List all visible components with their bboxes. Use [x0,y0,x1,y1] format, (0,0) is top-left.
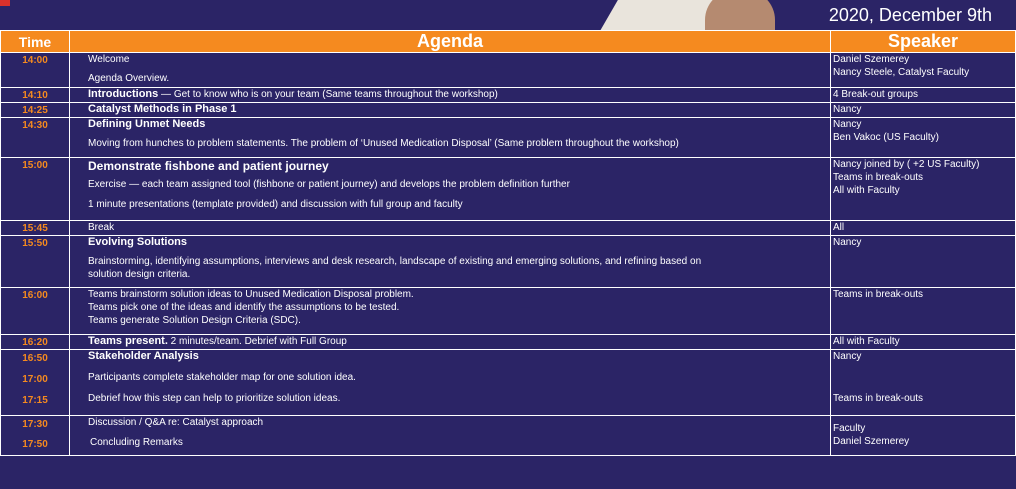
agenda-title: Catalyst Methods in Phase 1 [88,103,237,115]
agenda-title: Demonstrate fishbone and patient journey [88,159,329,173]
column-header-speaker: Speaker [831,31,1016,53]
table-row [1,335,1016,350]
table-row [1,350,1016,416]
speaker-line: Ben Vakoc (US Faculty) [833,132,939,143]
row-time: 17:15 [22,395,48,406]
agenda-title: Introductions [88,88,159,100]
column-header-time: Time [1,31,70,53]
logo [0,0,10,6]
agenda-line: Brainstorming, identifying assumptions, interviews and desk research, landscape of existing and emerging solutions, and refining based on [88,256,702,267]
speaker-line: All with Faculty [833,185,900,196]
speaker-line: Teams in break-outs [833,393,924,404]
agenda-title: Evolving Solutions [88,236,188,248]
table-row [1,416,1016,456]
agenda-line: Exercise — each team assigned tool (fishbone or patient journey) and develops the problem definition further [88,179,570,190]
row-time: 14:00 [1,53,70,88]
agenda-title: Teams present. [88,335,168,347]
speaker-line: Nancy [833,351,862,362]
agenda-line: Teams generate Solution Design Criteria (SDC). [88,315,301,326]
header-photo [595,0,785,30]
agenda-line: Welcome [88,54,130,65]
table-row [1,158,1016,221]
speaker-line: Daniel Szemerey [833,436,910,447]
table-row [1,53,1016,88]
row-time: 14:10 [1,88,70,103]
speaker-line: All [833,222,845,233]
agenda-text: — Get to know who is on your team (Same teams throughout the workshop) [158,89,498,100]
agenda-text: 2 minutes/team. Debrief with Full Group [167,336,347,347]
row-time: 17:30 [22,419,48,430]
table-row [1,118,1016,158]
column-header-agenda: Agenda [70,31,831,53]
speaker-line: Nancy [833,237,862,248]
agenda-line: Discussion / Q&A re: Catalyst approach [88,417,264,428]
agenda-line: solution design criteria. [88,269,191,280]
event-date: 2020, December 9th [828,5,992,25]
speaker-line: Nancy [833,119,862,130]
row-time: 14:30 [1,118,70,158]
agenda-table [0,30,1016,456]
agenda-line: Participants complete stakeholder map for one solution idea. [88,372,356,383]
speaker-line: Teams in break-outs [833,289,924,300]
row-time: 16:50 [22,353,48,364]
speaker-line: Daniel Szemerey [833,54,910,65]
row-time: 17:00 [22,374,48,385]
agenda-line: Agenda Overview. [88,73,170,84]
speaker-line: Nancy [833,104,862,115]
agenda-title: Stakeholder Analysis [88,350,199,362]
row-time: 17:50 [22,439,48,450]
agenda-title: Defining Unmet Needs [88,118,206,130]
speaker-line: Nancy Steele, Catalyst Faculty [833,67,970,78]
agenda-line: Concluding Remarks [90,437,183,448]
agenda-line: Break [88,222,115,233]
speaker-line: Nancy joined by ( +2 US Faculty) [833,159,980,170]
row-time: 14:25 [1,103,70,118]
row-time: 15:50 [1,236,70,288]
row-time: 16:00 [1,288,70,335]
table-row [1,221,1016,236]
table-row [1,236,1016,288]
table-row [1,288,1016,335]
row-time: 15:45 [1,221,70,236]
agenda-line: Teams brainstorm solution ideas to Unused Medication Disposal problem. [88,289,414,300]
row-time: 16:20 [1,335,70,350]
agenda-line: 1 minute presentations (template provided) and discussion with full group and faculty [88,199,463,210]
agenda-line: Moving from hunches to problem statements. The problem of ‘Unused Medication Disposal’ (Same problem throughout the workshop) [88,138,679,149]
title-bar [0,0,1016,30]
speaker-line: Faculty [833,423,866,434]
speaker-line: Teams in break-outs [833,172,924,183]
agenda-line: Teams pick one of the ideas and identify the assumptions to be tested. [88,302,400,313]
table-row [1,103,1016,118]
speaker-line: 4 Break-out groups [833,89,919,100]
table-row [1,88,1016,103]
table-header-row [1,31,1016,53]
speaker-line: All with Faculty [833,336,900,347]
agenda-line: Debrief how this step can help to prioritize solution ideas. [88,393,341,404]
row-time: 15:00 [1,158,70,221]
